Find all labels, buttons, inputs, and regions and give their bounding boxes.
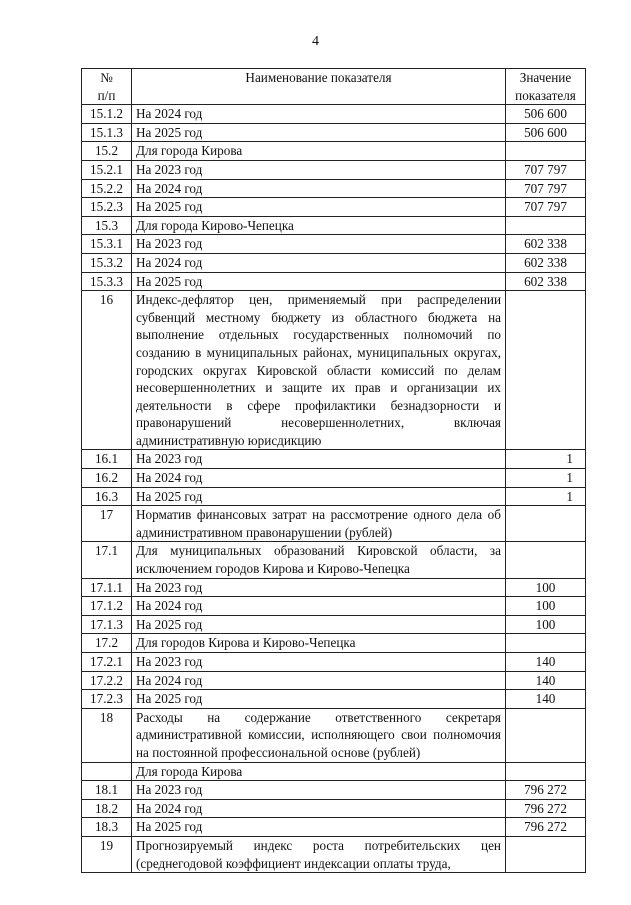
- table-row: [82, 818, 586, 837]
- row-name: На 2025 год: [132, 123, 506, 142]
- row-value: [506, 216, 586, 235]
- row-value: 602 338: [506, 235, 586, 254]
- table-header-row: [82, 69, 586, 105]
- row-number: [82, 762, 132, 781]
- row-name: На 2024 год: [132, 671, 506, 690]
- row-value: 707 797: [506, 160, 586, 179]
- row-value: [506, 836, 586, 872]
- row-value: 796 272: [506, 818, 586, 837]
- row-number: 15.1.2: [82, 105, 132, 124]
- row-name: Расходы на содержание ответственного секретаря административной комиссии, исполняющего свои полномочия на постоянной профессиональной основе (рублей): [132, 708, 506, 762]
- row-value: 100: [506, 597, 586, 616]
- row-value: [506, 506, 586, 542]
- table-row: [82, 708, 586, 762]
- row-name: Для города Кирова: [132, 762, 506, 781]
- row-number: 15.2.2: [82, 179, 132, 198]
- row-name: На 2023 год: [132, 160, 506, 179]
- table-row: [82, 597, 586, 616]
- table-row: [82, 578, 586, 597]
- row-value: 1: [506, 450, 586, 469]
- row-value: 100: [506, 615, 586, 634]
- table-row: [82, 469, 586, 488]
- row-number: 18.2: [82, 799, 132, 818]
- row-name: На 2025 год: [132, 487, 506, 506]
- table-row: [82, 836, 586, 872]
- row-value: 140: [506, 671, 586, 690]
- row-number: 17: [82, 506, 132, 542]
- table-row: [82, 272, 586, 291]
- row-name: Для городов Кирова и Кирово-Чепецка: [132, 634, 506, 653]
- row-value: 1: [506, 487, 586, 506]
- row-name: На 2024 год: [132, 105, 506, 124]
- table-row: [82, 634, 586, 653]
- row-name: Прогнозируемый индекс роста потребительских цен (среднегодовой коэффициент индексации оплаты труда,: [132, 836, 506, 872]
- row-value: [506, 542, 586, 578]
- row-number: 15.1.3: [82, 123, 132, 142]
- indicators-table: [81, 68, 586, 873]
- table-row: [82, 179, 586, 198]
- row-number: 17.2.3: [82, 690, 132, 709]
- row-number: 16: [82, 291, 132, 450]
- row-name: На 2023 год: [132, 781, 506, 800]
- row-number: 17.1.3: [82, 615, 132, 634]
- row-number: 16.2: [82, 469, 132, 488]
- table-row: [82, 690, 586, 709]
- table-row: [82, 253, 586, 272]
- row-name: Для города Кирова: [132, 142, 506, 161]
- row-value: 506 600: [506, 105, 586, 124]
- row-number: 17.1.2: [82, 597, 132, 616]
- row-number: 15.2.3: [82, 198, 132, 217]
- row-name: На 2024 год: [132, 253, 506, 272]
- row-value: [506, 634, 586, 653]
- row-name: На 2024 год: [132, 799, 506, 818]
- row-number: 17.1: [82, 542, 132, 578]
- row-name: На 2025 год: [132, 818, 506, 837]
- row-value: 796 272: [506, 799, 586, 818]
- table-row: [82, 781, 586, 800]
- table-row: [82, 450, 586, 469]
- row-name: Для муниципальных образований Кировской области, за исключением городов Кирова и Кирово-Чепецка: [132, 542, 506, 578]
- row-number: 17.2: [82, 634, 132, 653]
- page-number: 4: [312, 34, 319, 49]
- table-row: [82, 487, 586, 506]
- row-number: 15.3.3: [82, 272, 132, 291]
- row-name: Норматив финансовых затрат на рассмотрение одного дела об административном правонарушении (рублей): [132, 506, 506, 542]
- row-name: На 2023 год: [132, 578, 506, 597]
- row-number: 17.2.1: [82, 653, 132, 672]
- row-value: [506, 142, 586, 161]
- row-name: На 2024 год: [132, 469, 506, 488]
- row-number: 16.1: [82, 450, 132, 469]
- header-num: № п/п: [82, 69, 132, 105]
- row-value: 1: [506, 469, 586, 488]
- table-row: [82, 799, 586, 818]
- row-number: 18.1: [82, 781, 132, 800]
- table-row: [82, 235, 586, 254]
- row-number: 17.1.1: [82, 578, 132, 597]
- table-row: [82, 216, 586, 235]
- row-name: На 2025 год: [132, 615, 506, 634]
- row-value: 707 797: [506, 179, 586, 198]
- row-number: 15.3.1: [82, 235, 132, 254]
- row-number: 18.3: [82, 818, 132, 837]
- row-name: На 2023 год: [132, 235, 506, 254]
- row-value: 602 338: [506, 272, 586, 291]
- table-row: [82, 615, 586, 634]
- row-name: На 2023 год: [132, 450, 506, 469]
- row-name: На 2023 год: [132, 653, 506, 672]
- table-row: [82, 105, 586, 124]
- row-value: 707 797: [506, 198, 586, 217]
- row-value: 506 600: [506, 123, 586, 142]
- row-value: [506, 708, 586, 762]
- table-row: [82, 762, 586, 781]
- row-number: 17.2.2: [82, 671, 132, 690]
- row-value: 140: [506, 690, 586, 709]
- header-name: Наименование показателя: [132, 69, 506, 105]
- row-number: 18: [82, 708, 132, 762]
- header-value: Значение показателя: [506, 69, 586, 105]
- table-row: [82, 160, 586, 179]
- row-name: На 2025 год: [132, 272, 506, 291]
- row-number: 15.3.2: [82, 253, 132, 272]
- row-name: На 2024 год: [132, 597, 506, 616]
- row-value: 796 272: [506, 781, 586, 800]
- row-number: 15.3: [82, 216, 132, 235]
- table-row: [82, 198, 586, 217]
- row-number: 15.2.1: [82, 160, 132, 179]
- table-row: [82, 123, 586, 142]
- table-row: [82, 542, 586, 578]
- row-value: 100: [506, 578, 586, 597]
- row-name: На 2024 год: [132, 179, 506, 198]
- row-name: На 2025 год: [132, 198, 506, 217]
- table-row: [82, 653, 586, 672]
- row-name: На 2025 год: [132, 690, 506, 709]
- row-number: 16.3: [82, 487, 132, 506]
- row-value: [506, 762, 586, 781]
- row-value: [506, 291, 586, 450]
- row-number: 15.2: [82, 142, 132, 161]
- row-value: 602 338: [506, 253, 586, 272]
- table-row: [82, 671, 586, 690]
- row-number: 19: [82, 836, 132, 872]
- table-row: [82, 506, 586, 542]
- row-name: Для города Кирово-Чепецка: [132, 216, 506, 235]
- table-row: [82, 291, 586, 450]
- row-name: Индекс-дефлятор цен, применяемый при распределении субвенций местному бюджету из областного бюджета на выполнение отдельных государственных полномочий по созданию в муниципальных районах, муниципальных округах, городских округах Кировской области комиссий по делам несовершеннолетних и защите их прав и организации их деятельности в сфере профилактики безнадзорности и правонарушений несовершеннолетних, включая административную юрисдикцию: [132, 291, 506, 450]
- row-value: 140: [506, 653, 586, 672]
- table-row: [82, 142, 586, 161]
